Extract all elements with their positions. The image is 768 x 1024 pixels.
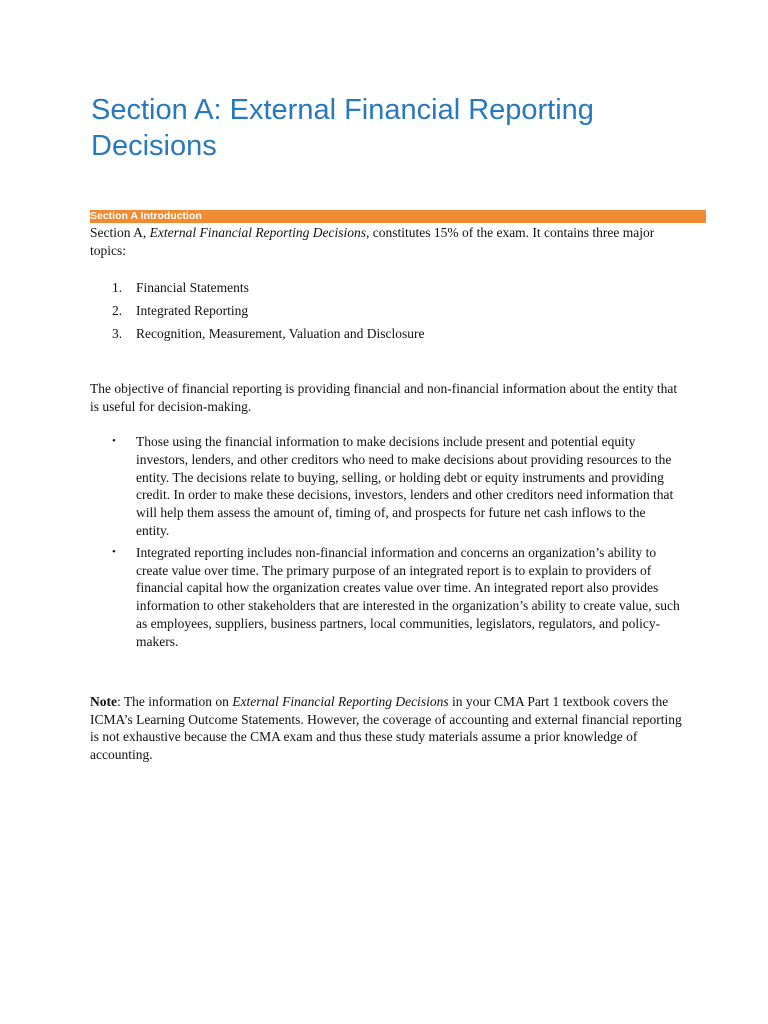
bullet-text: Integrated reporting includes non-financial information and concerns an organization’s ability to create value over time. The primary purpose of an integrated report is to explain to providers of financial capital how the organization creates value over time. An integrated report also provides information to other stakeholders that are interested in the organization’s ability to create value, such as employees, suppliers, business partners, local communities, legislators, regulators, and policy-makers. <box>136 544 680 649</box>
note-text-italic: External Financial Reporting Decisions <box>232 694 449 709</box>
list-item <box>90 322 424 345</box>
list-item <box>90 433 680 540</box>
intro-text-pre: Section A, <box>90 225 150 240</box>
list-item <box>90 299 424 322</box>
list-item <box>90 276 424 299</box>
intro-text-italic: External Financial Reporting Decisions <box>149 225 366 240</box>
note-text-pre: : The information on <box>117 694 233 709</box>
intro-paragraph <box>90 224 680 259</box>
note-paragraph <box>90 693 690 763</box>
list-number: 1. <box>112 280 123 295</box>
list-item-label: Integrated Reporting <box>136 303 249 318</box>
list-item-label: Financial Statements <box>136 280 249 295</box>
list-item-label: Recognition, Measurement, Valuation and Disclosure <box>136 326 425 341</box>
list-item <box>90 544 680 651</box>
intro-text-post: , constitutes 15% of the exam. It contains three major topics: <box>90 225 655 258</box>
section-banner <box>90 210 706 223</box>
bullet-list <box>90 433 680 655</box>
note-label: Note <box>90 694 117 709</box>
list-number: 3. <box>112 326 123 341</box>
list-number: 2. <box>112 303 123 318</box>
topics-list <box>90 276 424 345</box>
page-title: Section A: External Financial Reporting Decisions <box>91 94 594 162</box>
bullet-icon: • <box>112 545 116 558</box>
bullet-text: Those using the financial information to make decisions include present and potential equity investors, lenders, and other creditors who need to make decisions about providing resources to the entity. The decisions relate to buying, selling, or holding debt or equity instruments and providing credit. In order to make these decisions, investors, lenders and other creditors need information that will help them assess the amount of, timing of, and prospects for future net cash inflows to the entity. <box>136 434 674 538</box>
objective-paragraph: The objective of financial reporting is providing financial and non-financial information about the entity that is useful for decision-making. <box>90 381 678 414</box>
bullet-icon: • <box>112 435 116 447</box>
note-text-post: in your CMA Part 1 textbook covers the ICMA’s Learning Outcome Statements. However, the coverage of accounting and external financial reporting is not exhaustive because the CMA exam and thus these study materials assume a prior knowledge of accounting. <box>90 694 682 762</box>
section-banner-label: Section A Introduction <box>90 210 202 222</box>
